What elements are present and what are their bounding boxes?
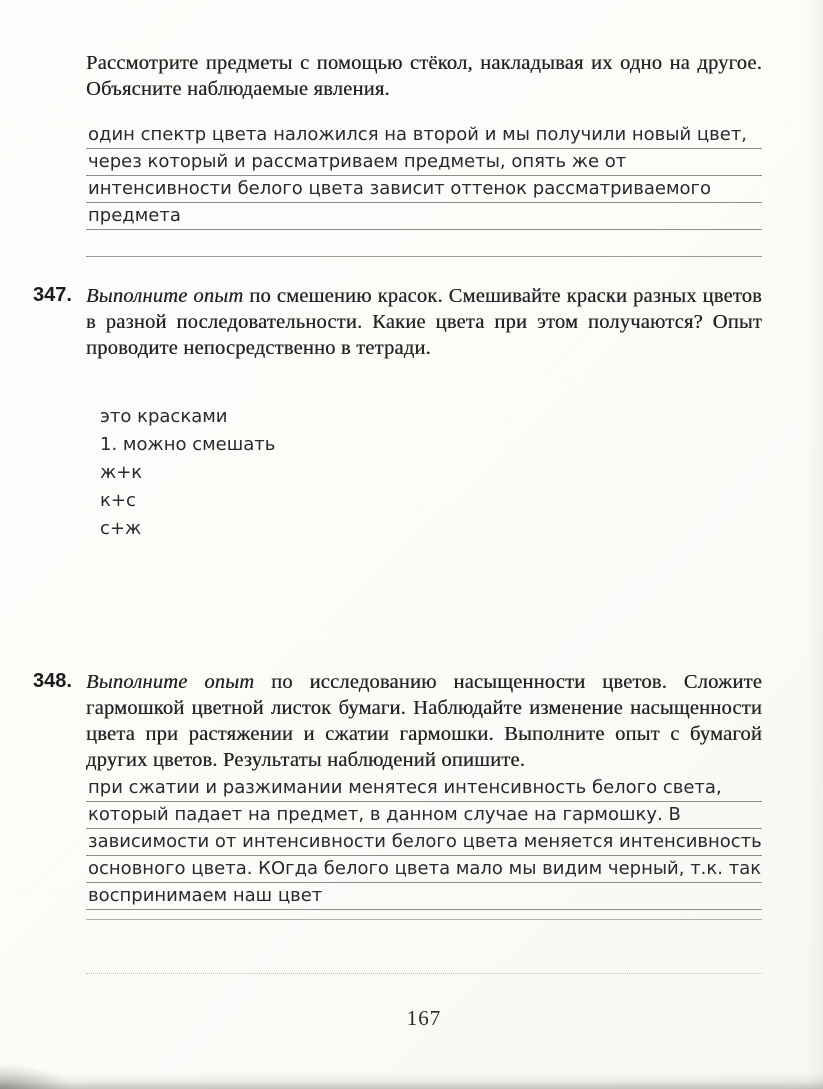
task-348-body: по исследованию насыщенности цветов. Сложите гармошкой цветной листок бумаги. Наблюдайте изменение насыщенности цвета при растяжении и сжатии гармошки. Выполните опыт с бумагой других цветов. Результаты наблюдений опишите.: [86, 671, 762, 771]
handwritten-line: один спектр цвета наложился на второй и мы получили новый цвет,: [86, 122, 762, 149]
scan-edge-shade: [805, 0, 823, 1089]
handwritten-line: при сжатии и разжимании менятеся интенсивность белого света,: [86, 775, 762, 802]
task-347-answers: [86, 403, 762, 543]
task-348-section: [33, 669, 762, 910]
handwritten-line: воспринимаем наш цвет: [86, 883, 762, 910]
handwritten-line: через который и рассматриваем предметы, опять же от: [86, 149, 762, 176]
intro-answers: [86, 122, 762, 257]
page-content: [33, 50, 762, 1031]
task-348-number: 348.: [33, 670, 72, 692]
scan-bottom-shadow: [0, 1073, 823, 1089]
task-348-lead: Выполните опыт: [86, 671, 255, 693]
intro-prompt: Рассмотрите предметы с помощью стёкол, накладывая их одно на другое. Объясните наблюдаемые явления.: [86, 52, 762, 100]
task-347-section: [33, 283, 762, 543]
handwritten-line: ж+к: [100, 462, 143, 483]
handwritten-line: предмета: [86, 203, 762, 230]
task-347-lead: Выполните опыт: [86, 285, 244, 307]
ruled-line-empty: [86, 920, 762, 974]
handwritten-line: основного цвета. КОгда белого цвета мало мы видим черный, т.к. так: [86, 856, 762, 883]
task-347-prompt: [86, 283, 762, 361]
scan-corner-shadow: [0, 1063, 70, 1089]
task-347-body: по смешению красок. Смешивайте краски разных цветов в разной последовательности. Какие цвета при этом получаются? Опыт проводите непосредственно в тетради.: [86, 285, 762, 359]
handwritten-line: к+с: [100, 490, 136, 511]
handwritten-line: зависимости от интенсивности белого цвета меняется интенсивность: [86, 829, 762, 856]
task-347-number: 347.: [33, 284, 72, 306]
handwritten-line: интенсивности белого цвета зависит оттенок рассматриваемого: [86, 176, 762, 203]
task-348-answers: [86, 775, 762, 910]
ruled-line-empty: [86, 230, 762, 257]
page-number: 167: [406, 1006, 442, 1030]
trailing-ruled-lines: [86, 912, 762, 974]
ruled-line-empty: [86, 912, 762, 920]
handwritten-line: это красками: [100, 406, 228, 427]
handwritten-line: 1. можно смешать: [100, 434, 276, 455]
handwritten-line: с+ж: [100, 518, 142, 539]
intro-section: [86, 50, 762, 257]
task-348-prompt: [86, 669, 762, 773]
handwritten-line: который падает на предмет, в данном случае на гармошку. В: [86, 802, 762, 829]
